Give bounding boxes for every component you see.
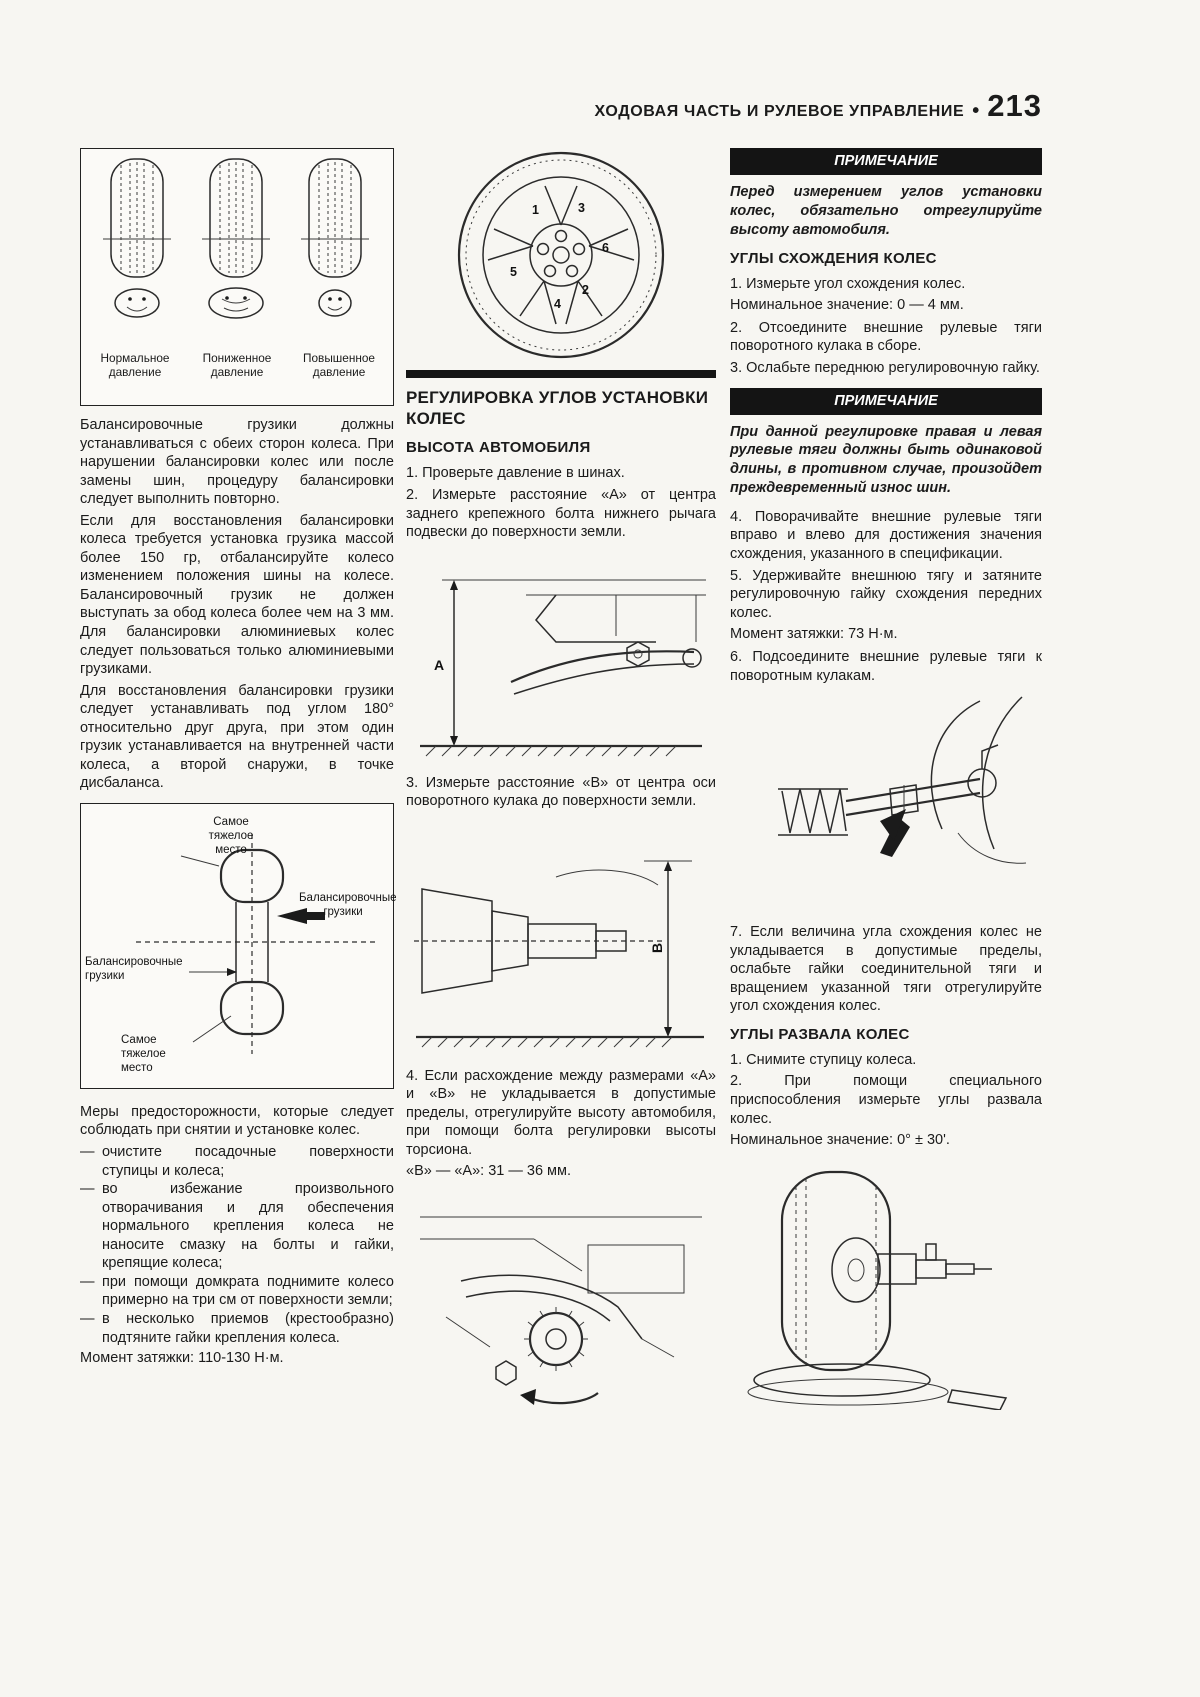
precaution-item — [80, 1143, 394, 1180]
tire-pressure-figure — [80, 148, 394, 406]
toe-step-5: 5. Удерживайте внешнюю тягу и затяните регулировочную гайку схождения передних колес. — [730, 567, 1042, 621]
toe-step-4: 4. Поворачивайте внешние рулевые тяги вправо и влево для достижения значения схождения, указанного в спецификации. — [730, 508, 1042, 563]
tire-label-high: Повышенное давление — [303, 351, 375, 380]
measurement-a-illustration — [406, 550, 716, 766]
camber-step-2: 2. При помощи специального приспособления измерьте углы развала колес. — [730, 1073, 1042, 1127]
balance-label-heavy-bottom: Самое тяжелое место — [121, 1033, 166, 1074]
balance-label-weights-right: Балансировочные грузики — [299, 891, 397, 918]
lug-number-1: 1 — [532, 203, 539, 217]
note-2-bar: ПРИМЕЧАНИЕ — [730, 388, 1042, 415]
toe-spec-1: Номинальное значение: 0 — 4 мм. — [730, 297, 964, 314]
camber-measure-illustration — [730, 1158, 1042, 1410]
wheel-torque-spec: Момент затяжки: 110-130 Н·м. — [80, 1350, 284, 1367]
height-step-3: 3. Измерьте расстояние «В» от центра оси поворотного кулака до поверхности земли. — [406, 774, 716, 810]
toe-step-1: 1. Измерьте угол схождения колес. — [730, 275, 966, 292]
balance-label-weights-left: Балансировочные грузики — [85, 955, 183, 982]
lug-number-6: 6 — [602, 241, 609, 255]
bullet-dash: — — [80, 1181, 95, 1198]
toe-step-6: 6. Подсоедините внешние рулевые тяги к поворотным кулакам. — [730, 649, 1042, 684]
lug-nut-order-figure — [406, 148, 716, 362]
tire-pressure-illustration — [81, 149, 391, 349]
camber-step-1: 1. Снимите ступицу колеса. — [730, 1051, 917, 1068]
bullet-dash: — — [80, 1144, 95, 1161]
toe-torque-spec: Момент затяжки: 73 Н·м. — [730, 626, 898, 643]
balance-paragraph-1: Балансировочные грузики должны устанавливаться с обеих сторон колеса. При нарушении балансировки колес или после замены шин, процедуру балансировки следует выполнить повторно. — [80, 417, 394, 508]
height-step-1: 1. Проверьте давление в шинах. — [406, 465, 625, 482]
precaution-text-2: во избежание произвольного отворачивания и для обеспечения нормального крепления колеса не наносите смазку на болты и гайки, крепящие колеса; — [102, 1181, 394, 1272]
height-step-4: 4. Если расхождение между размерами «А» и «В» не укладывается в допустимые пределы, отрегулируйте высоту автомобиля, при помощи болта регулировки высоты торсиона. — [406, 1067, 716, 1158]
measurement-a-figure — [406, 550, 716, 766]
measurement-b-illustration — [406, 819, 716, 1059]
toe-section-title: УГЛЫ СХОЖДЕНИЯ КОЛЕС — [730, 249, 937, 267]
dimension-a-label: А — [434, 656, 445, 673]
tie-rod-illustration — [730, 693, 1042, 915]
tire-figure-labels — [81, 349, 393, 387]
page-number: 213 — [987, 88, 1042, 123]
height-spec: «В» — «А»: 31 — 36 мм. — [406, 1163, 572, 1180]
left-column — [80, 148, 397, 1372]
balance-label-heavy-top: Самое тяжелое место — [208, 815, 254, 856]
height-step-2: 2. Измерьте расстояние «А» от центра заднего крепежного болта нижнего рычага подвески до поверхности земли. — [406, 487, 716, 541]
lug-nut-order-illustration — [406, 148, 716, 362]
section-title: РЕГУЛИРОВКА УГЛОВ УСТАНОВКИ КОЛЕС — [406, 388, 709, 428]
note-2-text: При данной регулировке правая и левая рулевые тяги должны быть одинаковой длины, в противном случае, произойдет преждевременный износ шин. — [730, 423, 1042, 497]
tire-label-normal: Нормальное давление — [100, 351, 170, 380]
note-1-text: Перед измерением углов установки колес, обязательно отрегулируйте высоту автомобиля. — [730, 184, 1042, 238]
subsection-title: ВЫСОТА АВТОМОБИЛЯ — [406, 439, 591, 457]
bullet-dash: — — [80, 1310, 95, 1327]
bullet-dash: — — [80, 1273, 95, 1290]
precaution-item — [80, 1180, 394, 1273]
lug-number-4: 4 — [554, 297, 561, 311]
chapter-title: ХОДОВАЯ ЧАСТЬ И РУЛЕВОЕ УПРАВЛЕНИЕ — [594, 103, 965, 120]
precaution-item — [80, 1310, 394, 1347]
torsion-adjust-illustration — [406, 1189, 716, 1421]
tire-label-low: Пониженное давление — [202, 351, 272, 380]
balance-paragraph-3: Для восстановления балансировки грузики следует устанавливать под углом 180° относительно друг друга, при этом один грузик устанавливается на внутренней части колеса, а второй снаружи, в точке дисбаланса. — [80, 682, 394, 792]
middle-column — [406, 148, 716, 1421]
tie-rod-figure — [730, 693, 1042, 915]
precautions-intro: Меры предосторожности, которые следует соблюдать при снятии и установке колес. — [80, 1103, 394, 1139]
precaution-text-3: при помощи домкрата поднимите колесо примерно на три см от поверхности земли; — [102, 1273, 394, 1309]
dimension-b-label: В — [649, 942, 665, 953]
precaution-text-4: в несколько приемов (крестообразно) подтяните гайки крепления колеса. — [102, 1310, 394, 1346]
toe-step-3: 3. Ослабьте переднюю регулировочную гайку. — [730, 360, 1040, 377]
lug-number-3: 3 — [578, 201, 585, 215]
balance-paragraph-2: Если для восстановления балансировки колеса требуется установка грузика массой более 150 гр, отбалансируйте колесо изменением положения шины на колесе. Балансировочный грузик не должен выступать за обод колеса более чем на 3 мм. Для балансировки алюминиевых колес следует пользоваться только алюминиевыми грузиками. — [80, 512, 394, 678]
torsion-adjust-figure — [406, 1189, 716, 1421]
wheel-balance-figure — [80, 803, 397, 1089]
note-1-bar: ПРИМЕЧАНИЕ — [730, 148, 1042, 175]
header-bullet: • — [972, 100, 980, 122]
section-divider — [406, 370, 716, 378]
toe-step-2: 2. Отсоедините внешние рулевые тяги поворотного кулака в сборе. — [730, 319, 1042, 355]
lug-number-5: 5 — [510, 265, 517, 279]
precaution-text-1: очистите посадочные поверхности ступицы и колеса; — [102, 1144, 394, 1179]
toe-step-7: 7. Если величина угла схождения колес не укладывается в допустимые пределы, ослабьте гайки соединительной тяги и вращением указанной тяги отрегулируйте угол схождения колес. — [730, 924, 1042, 1015]
camber-section-title: УГЛЫ РАЗВАЛА КОЛЕС — [730, 1025, 910, 1043]
precaution-item — [80, 1273, 394, 1310]
camber-spec: Номинальное значение: 0° ± 30'. — [730, 1132, 950, 1149]
camber-measure-figure — [730, 1158, 1042, 1410]
page-header — [80, 88, 1042, 124]
right-column — [730, 148, 1042, 1410]
measurement-b-figure — [406, 819, 716, 1059]
lug-number-2: 2 — [582, 283, 589, 297]
